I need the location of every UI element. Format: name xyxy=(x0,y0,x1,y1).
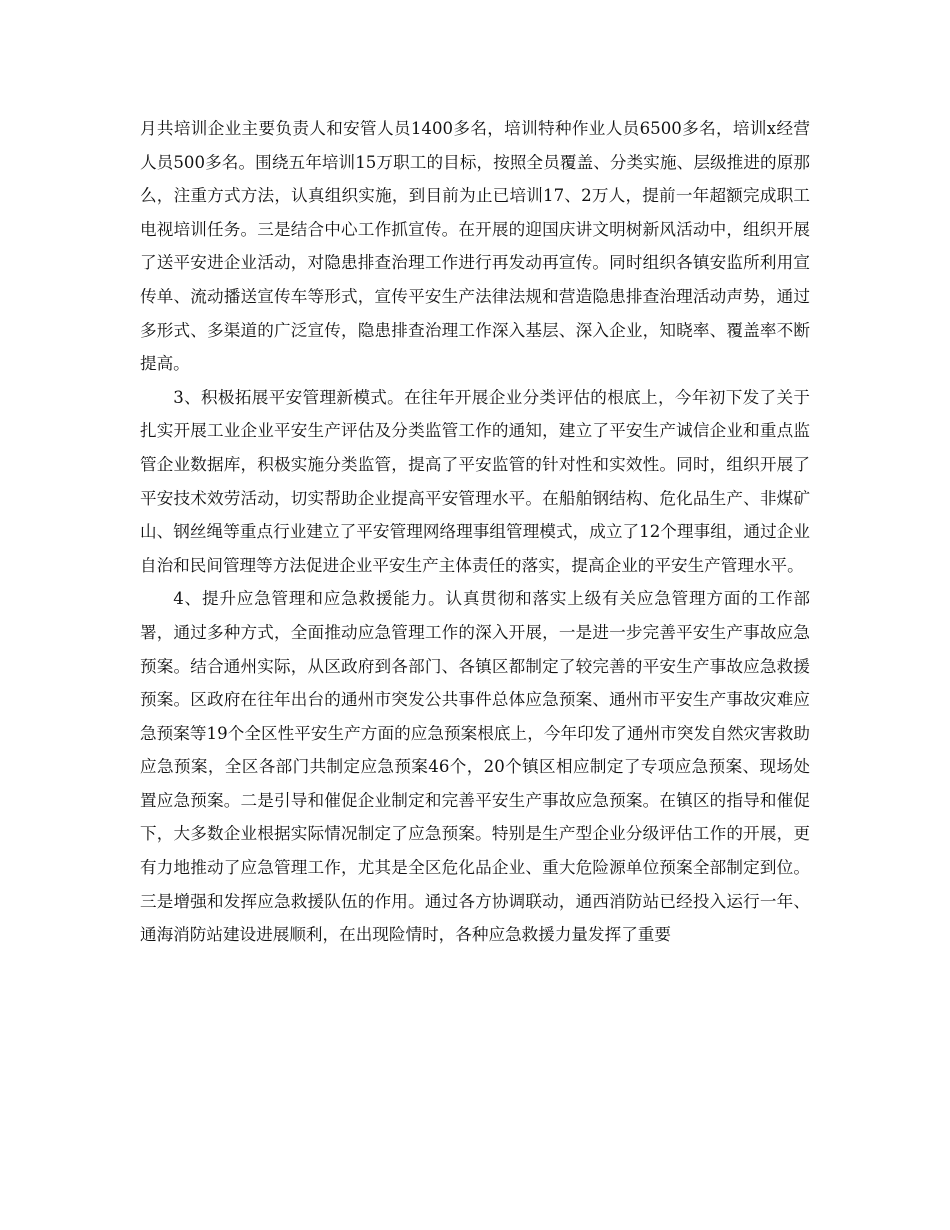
paragraph-section-3: 3、积极拓展平安管理新模式。在往年开展企业分类评估的根底上，今年初下发了关于扎实开展工业企业平安生产评估及分类监管工作的通知，建立了平安生产诚信企业和重点监管企业数据库，积极实施分类监管，提高了平安监管的针对性和实效性。同时，组织开展了平安技术效劳活动，切实帮助企业提高平安管理水平。在船舶钢结构、危化品生产、非煤矿山、钢丝绳等重点行业建立了平安管理网络理事组管理模式，成立了12个理事组，通过企业自治和民间管理等方法促进企业平安生产主体责任的落实，提高企业的平安生产管理水平。 xyxy=(140,387,810,575)
paragraph-section-4: 4、提升应急管理和应急救援能力。认真贯彻和落实上级有关应急管理方面的工作部署，通过多种方式，全面推动应急管理工作的深入开展，一是进一步完善平安生产事故应急预案。结合通州实际，从区政府到各部门、各镇区都制定了较完善的平安生产事故应急救援预案。区政府在往年出台的通州市突发公共事件总体应急预案、通州市平安生产事故灾难应急预案等19个全区性平安生产方面的应急预案根底上，今年印发了通州市突发自然灾害救助应急预案，全区各部门共制定应急预案46个，20个镇区相应制定了专项应急预案、现场处置应急预案。二是引导和催促企业制定和完善平安生产事故应急预案。在镇区的指导和催促下，大多数企业根据实际情况制定了应急预案。特别是生产型企业分级评估工作的开展，更有力地推动了应急管理工作，尤其是全区危化品企业、重大危险源单位预案全部制定到位。三是增强和发挥应急救援队伍的作用。通过各方协调联动，通西消防站已经投入运行一年、通海消防站建设进展顺利，在出现险情时，各种应急救援力量发挥了重要 xyxy=(140,589,810,945)
document-body xyxy=(140,112,810,952)
paragraph-continuation: 月共培训企业主要负责人和安管人员1400多名，培训特种作业人员6500多名，培训x经营人员500多名。围绕五年培训15万职工的目标，按照全员覆盖、分类实施、层级推进的原那么，注重方式方法，认真组织实施，到目前为止已培训17、2万人，提前一年超额完成职工电视培训任务。三是结合中心工作抓宣传。在开展的迎国庆讲文明树新风活动中，组织开展了送平安进企业活动，对隐患排查治理工作进行再发动再宣传。同时组织各镇安监所利用宣传单、流动播送宣传车等形式，宣传平安生产法律法规和营造隐患排查治理活动声势，通过多形式、多渠道的广泛宣传，隐患排查治理工作深入基层、深入企业，知晓率、覆盖率不断提高。 xyxy=(140,119,810,374)
